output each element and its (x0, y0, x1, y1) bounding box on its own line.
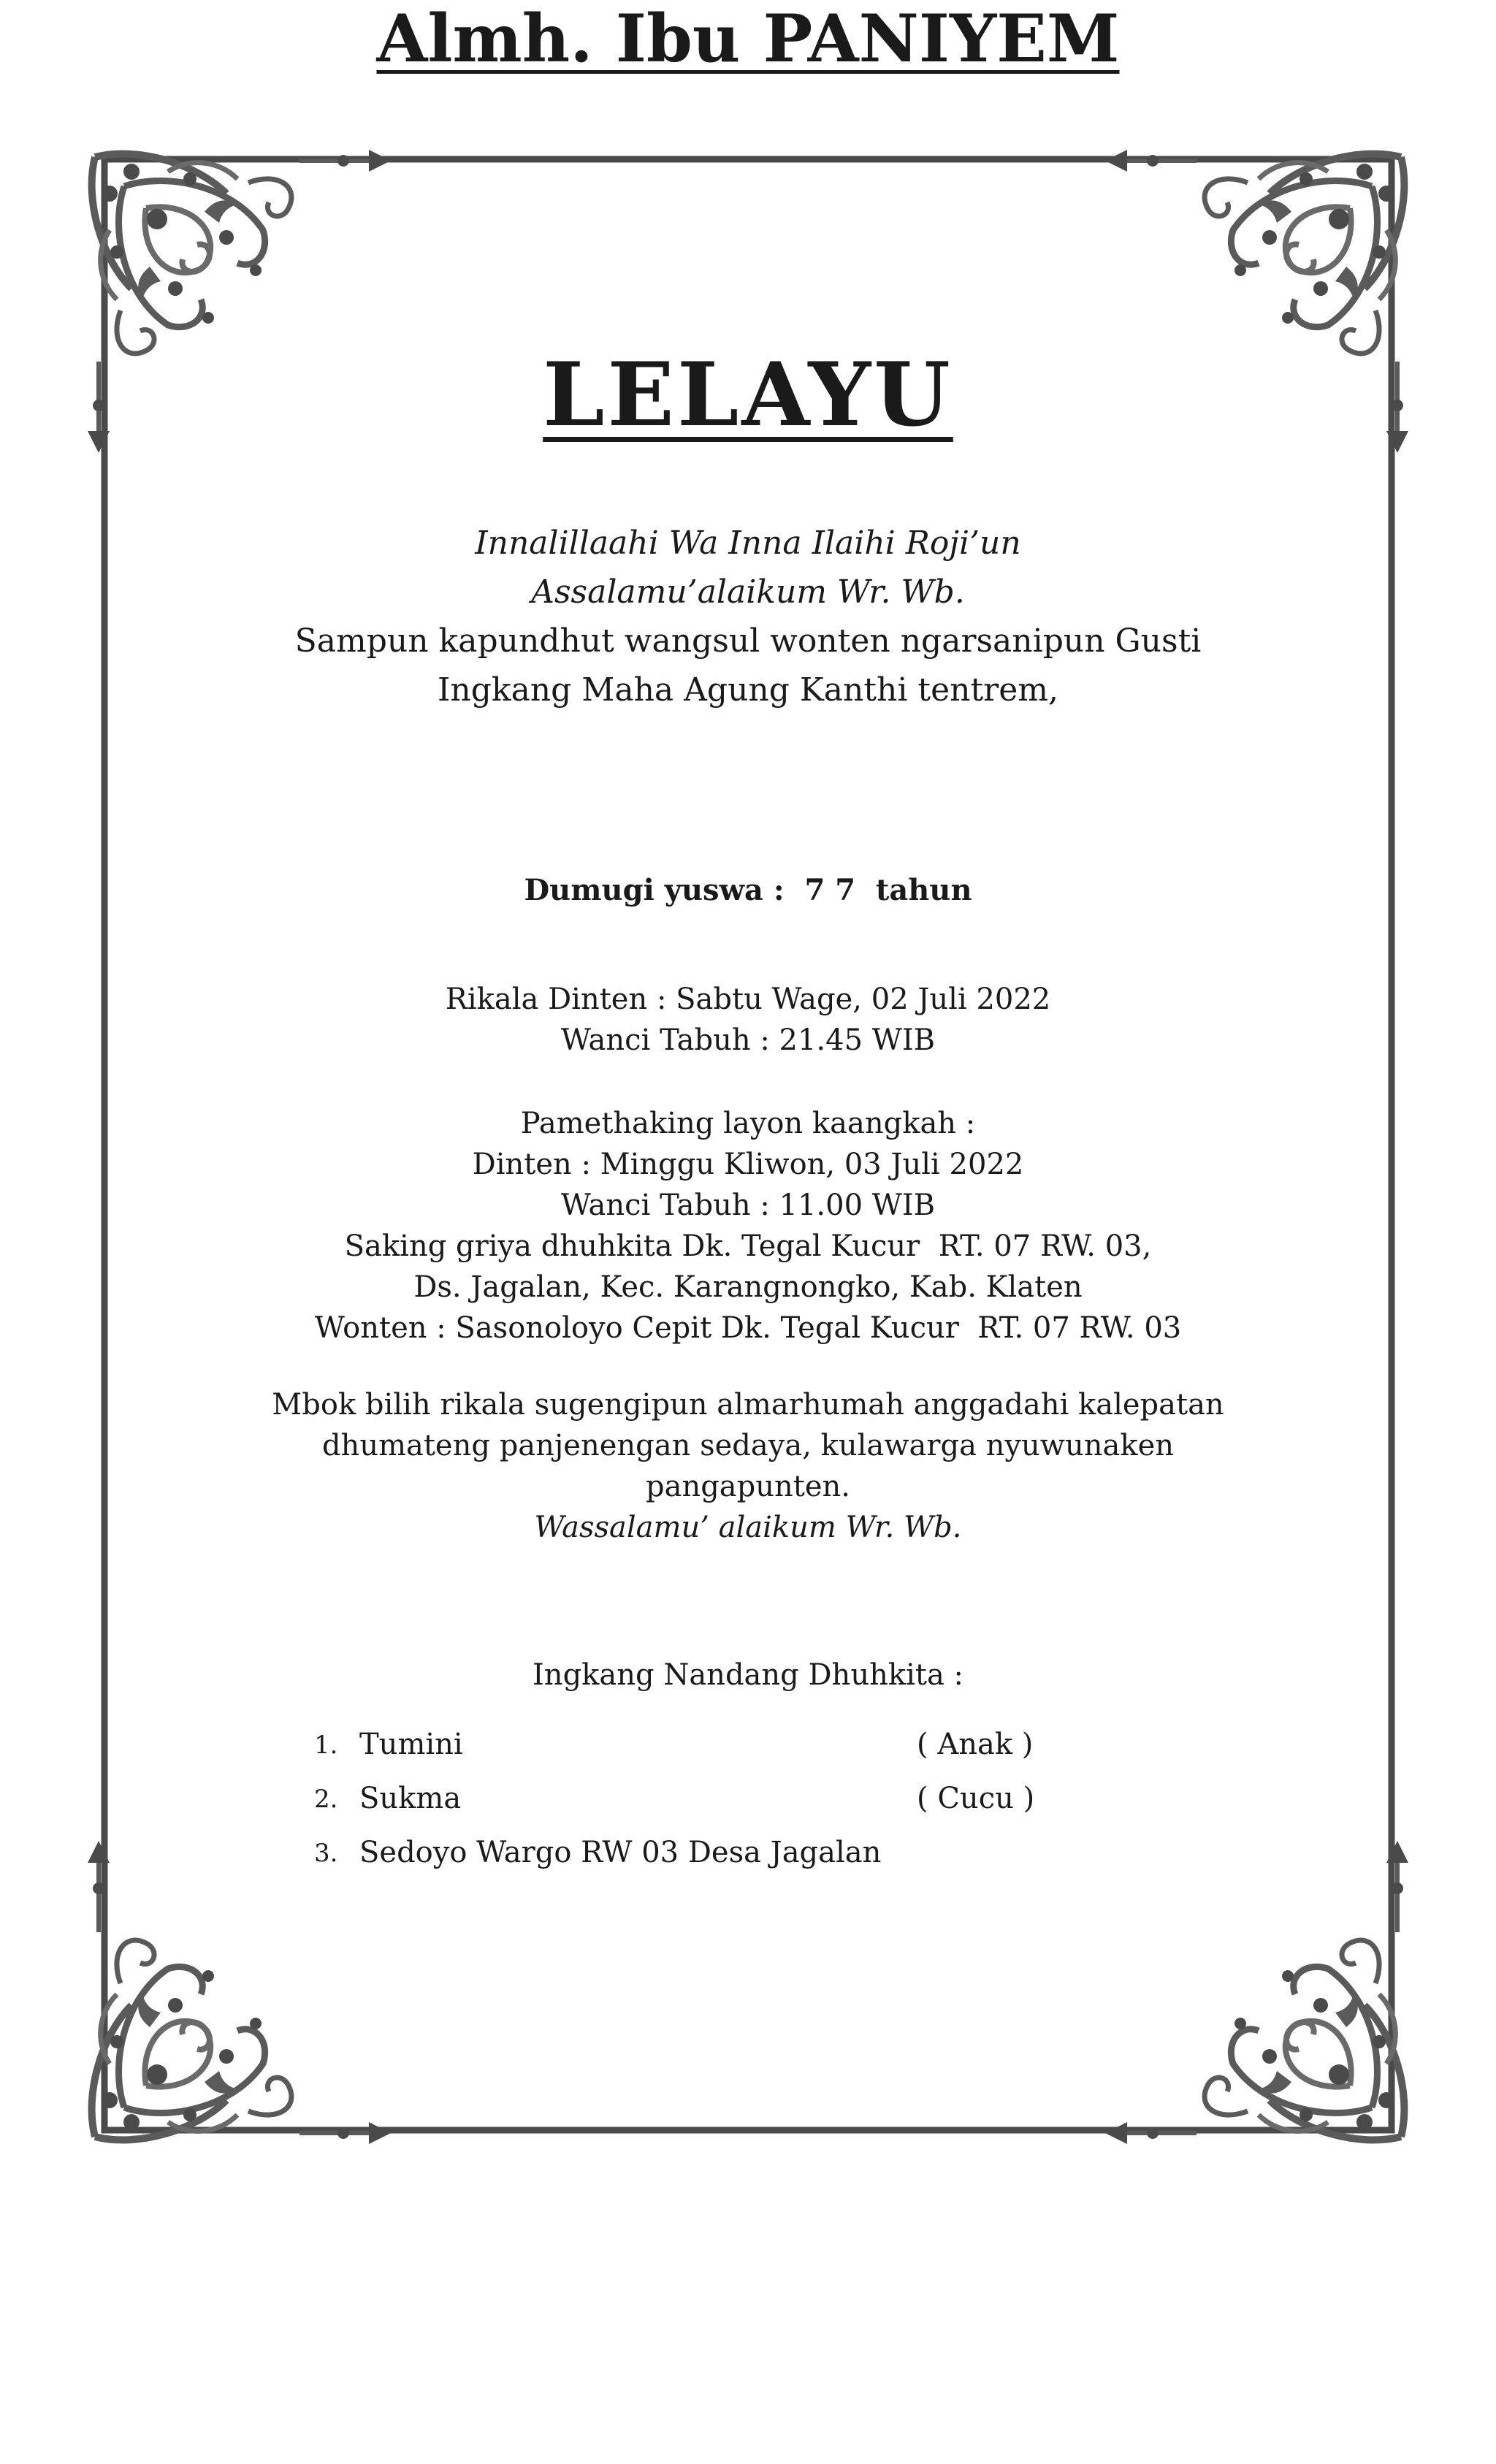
procession-hour: Wanci Tabuh : 11.00 WIB (560, 1189, 936, 1222)
deceased-name: Almh. Ibu PANIYEM (376, 0, 1120, 77)
page-title: LELAYU (543, 343, 953, 446)
list-number: 2. (314, 1785, 338, 1814)
opening-line: Assalamu’alaikum Wr. Wb. (531, 573, 965, 611)
mourner-relation: ( Cucu ) (917, 1782, 1035, 1815)
age-line: Dumugi yuswa : 7 7 tahun (524, 873, 972, 907)
opening-line: Sampun kapundhut wangsul wonten ngarsanipun Gusti (294, 622, 1202, 660)
mourner-name: Sukma (359, 1782, 462, 1815)
list-number: 1. (314, 1731, 338, 1760)
opening-line: Ingkang Maha Agung Kanthi tentrem, (438, 671, 1058, 709)
closing-salutation: Wassalamu’ alaikum Wr. Wb. (534, 1511, 962, 1544)
opening-line: Innalillaahi Wa Inna Ilaihi Roji’un (475, 525, 1021, 562)
bottom-left-ornament (88, 1841, 391, 2144)
passing-hour: Wanci Tabuh : 21.45 WIB (560, 1023, 936, 1057)
closing-block (0, 1384, 1496, 1548)
opening-greeting (0, 519, 1496, 714)
procession-origin-address: Ds. Jagalan, Kec. Karangnongko, Kab. Klaten (413, 1270, 1083, 1304)
procession-heading: Pamethaking layon kaangkah : (520, 1107, 976, 1140)
list-number: 3. (314, 1839, 338, 1868)
funeral-procession-block (0, 1103, 1496, 1349)
mourner-name: Tumini (359, 1728, 463, 1761)
bottom-right-ornament (1105, 1841, 1408, 2144)
procession-day: Dinten : Minggu Kliwon, 03 Juli 2022 (472, 1148, 1024, 1181)
procession-origin: Saking griya dhuhkita Dk. Tegal Kucur RT. 07 RW. 03, (344, 1229, 1152, 1263)
closing-line: Mbok bilih rikala sugengipun almarhumah anggadahi kalepatan (272, 1388, 1224, 1422)
closing-line: pangapunten. (645, 1470, 851, 1503)
procession-destination: Wonten : Sasonoloyo Cepit Dk. Tegal Kucur RT. 07 RW. 03 (314, 1311, 1182, 1345)
closing-line: dhumateng panjenengan sedaya, kulawarga nyuwunaken (321, 1429, 1175, 1462)
mourner-name: Sedoyo Wargo RW 03 Desa Jagalan (359, 1836, 882, 1869)
mourner-relation: ( Anak ) (917, 1728, 1034, 1761)
passing-time-block (0, 979, 1496, 1061)
passing-day: Rikala Dinten : Sabtu Wage, 02 Juli 2022 (445, 983, 1051, 1016)
mourners-heading: Ingkang Nandang Dhuhkita : (533, 1658, 963, 1692)
